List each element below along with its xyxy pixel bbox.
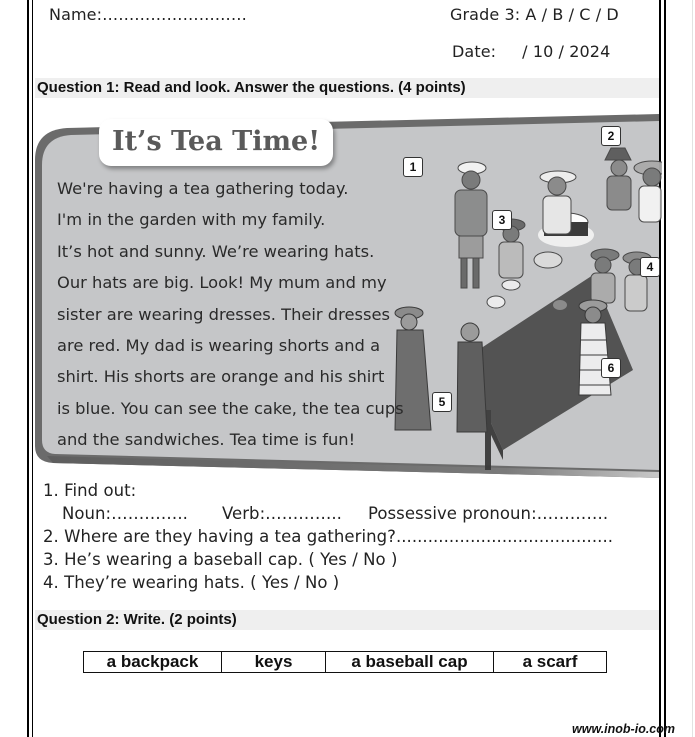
story-line: is blue. You can see the cake, the tea cups: [57, 398, 404, 418]
date-value: / 10 / 2024: [522, 42, 611, 61]
story-line: I'm in the garden with my family.: [57, 210, 326, 230]
illustration-label-5: 5: [432, 392, 452, 412]
story-line: Our hats are big. Look! My mum and my: [57, 273, 387, 293]
word-bank-row: [84, 652, 607, 673]
story-text: [57, 175, 404, 458]
noun-blank[interactable]: Noun:…………..: [62, 504, 188, 523]
date-field[interactable]: [452, 42, 610, 61]
person-girl-waving: [540, 171, 576, 234]
story-line: We're having a tea gathering today.: [57, 179, 349, 198]
possessive-pronoun-blank[interactable]: Possessive pronoun:………….: [367, 504, 609, 523]
page-border-right-outer: [664, 0, 666, 737]
verb-blank[interactable]: Verb:…………..: [221, 504, 342, 523]
word-bank-item: a baseball cap: [326, 652, 494, 673]
grade-field[interactable]: Grade 3: A / B / C / D: [450, 5, 619, 24]
question-1-item-2[interactable]: 2. Where are they having a tea gathering?.........................................: [43, 527, 614, 546]
illustration-label-1: 1: [403, 157, 423, 177]
question-1-item-3[interactable]: 3. He’s wearing a baseball cap. ( Yes / No ): [43, 550, 398, 569]
story-title: It’s Tea Time!: [99, 119, 333, 166]
question-1-item-4[interactable]: 4. They’re wearing hats. ( Yes / No ): [43, 573, 340, 592]
teapot: [553, 300, 567, 310]
date-label: Date:: [452, 42, 497, 61]
illustration-label-3: 3: [492, 210, 512, 230]
plate: [502, 280, 520, 290]
name-field[interactable]: Name:………………………: [49, 5, 247, 24]
illustration-label-4: 4: [640, 257, 660, 277]
story-line: and the sandwiches. Tea time is fun!: [57, 430, 356, 450]
page-edge: [692, 0, 693, 737]
question-2-heading: Question 2: Write. (2 points): [35, 610, 659, 630]
story-line: It’s hot and sunny. We’re wearing hats.: [57, 241, 375, 261]
question-1-item-1-blanks: [43, 504, 608, 523]
word-bank-item: a backpack: [84, 652, 222, 673]
watermark: www.inob-io.com: [572, 722, 676, 736]
illustration-label-2: 2: [601, 126, 621, 146]
person-kneeling: [591, 249, 619, 303]
question-1-heading: Question 1: Read and look. Answer the questions. (4 points): [35, 78, 659, 98]
word-bank-item: keys: [222, 652, 326, 673]
cups-stack: [487, 296, 505, 308]
word-bank-table: [83, 651, 607, 673]
page-border-left-outer: [27, 0, 29, 737]
question-1-item-1: 1. Find out:: [43, 481, 137, 500]
story-line: are red. My dad is wearing shorts and a: [57, 335, 381, 355]
story-line: shirt. His shorts are orange and his shirt: [57, 367, 385, 387]
sandwich-plate: [534, 252, 562, 268]
word-bank-item: a scarf: [494, 652, 607, 673]
story-line: sister are wearing dresses. Their dresses: [57, 304, 390, 324]
person-2: [605, 148, 631, 210]
illustration-label-6: 6: [601, 358, 621, 378]
